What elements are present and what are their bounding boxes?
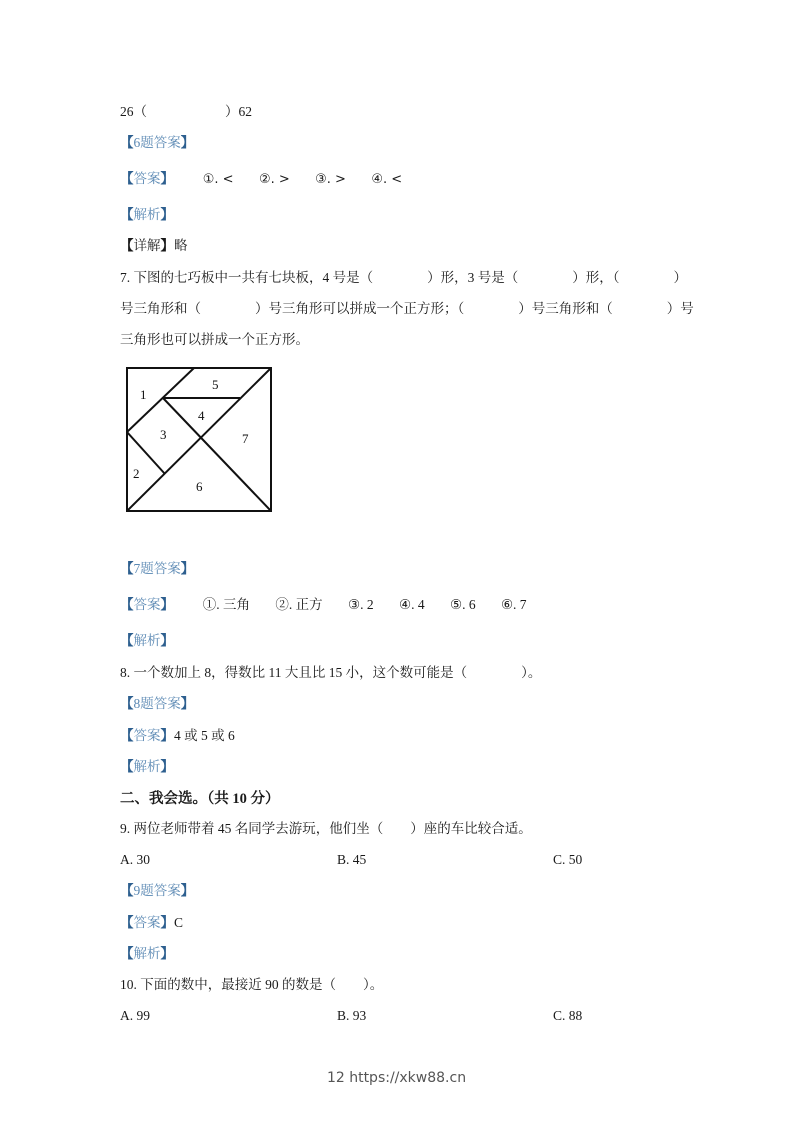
answer-item: ②. > [258, 172, 290, 187]
q9-answer-row [120, 914, 183, 932]
tangram-label-3: 3 [160, 427, 167, 442]
q7-question-line1: 7. 下图的七巧板中一共有七块板，4 号是（ ）形，3 号是（ ）形，（ ） [120, 270, 687, 285]
tangram-label-7: 7 [242, 431, 249, 446]
q6-tail-left: 26（ [120, 104, 147, 119]
tangram-label-4: 4 [198, 408, 205, 423]
answer-item: ③. > [315, 172, 346, 187]
q9-analysis-label: 【解析】 [120, 946, 174, 961]
q6-tail [120, 103, 252, 121]
q7-answer-header: 【7题答案】 [120, 561, 195, 576]
q8-answer-row [120, 727, 235, 745]
answer-item: ④. 4 [398, 597, 425, 612]
answer-label: 【答案】 [120, 915, 174, 930]
answer-label: 【答案】 [120, 597, 174, 612]
answer-label: 【答案】 [120, 728, 174, 743]
answer-item: ①. < [202, 172, 234, 187]
section-heading: 二、我会选。（共 10 分） [120, 791, 280, 807]
q6-detail: 【详解】略 [120, 238, 188, 253]
q6-analysis-label: 【解析】 [120, 207, 174, 222]
option-a: A. 99 [120, 1008, 150, 1023]
tangram-figure [122, 363, 277, 518]
q8-analysis-label: 【解析】 [120, 759, 174, 774]
answer-text: C [174, 915, 184, 930]
q8-answer-header: 【8题答案】 [120, 696, 195, 711]
option-a: A. 30 [120, 852, 150, 867]
tangram-label-2: 2 [133, 466, 140, 481]
detail-label: 【 [120, 238, 134, 253]
answer-item: ③. 2 [348, 597, 374, 612]
answer-item: ④. < [371, 172, 403, 187]
answer-text: 4 或 5 或 6 [174, 728, 235, 743]
page-footer: 12 https://xkw88.cn [326, 1070, 467, 1086]
answer-item: ⑤. 6 [449, 597, 476, 612]
q8-question: 8. 一个数加上 8，得数比 11 大且比 15 小，这个数可能是（ ）。 [120, 665, 542, 680]
option-c: C. 50 [553, 852, 583, 867]
answer-item: ⑥. 7 [500, 597, 527, 612]
detail-text: 略 [174, 238, 188, 253]
q7-question-line2: 号三角形和（ ）号三角形可以拼成一个正方形；（ ）号三角形和（ ）号 [120, 301, 694, 316]
q7-question-line3: 三角形也可以拼成一个正方形。 [120, 332, 309, 347]
q9-question: 9. 两位老师带着 45 名同学去游玩，他们坐（ ）座的车比较合适。 [120, 821, 532, 836]
answer-label: 【答案】 [120, 171, 174, 186]
option-b: B. 93 [337, 1008, 367, 1023]
tangram-label-5: 5 [212, 377, 219, 392]
option-b: B. 45 [337, 852, 367, 867]
option-c: C. 88 [553, 1008, 583, 1023]
q9-answer-header: 【9题答案】 [120, 883, 195, 898]
q6-tail-right: ）62 [225, 104, 252, 119]
q10-question: 10. 下面的数中，最接近 90 的数是（ ）。 [120, 977, 384, 992]
q6-answer-row [120, 170, 424, 189]
q7-analysis-label: 【解析】 [120, 633, 174, 648]
answer-item: ①. 三角 [202, 597, 250, 612]
tangram-label-1: 1 [140, 387, 147, 402]
tangram-label-6: 6 [196, 479, 203, 494]
answer-item: ②. 正方 [275, 597, 323, 612]
q7-answer-row [120, 596, 549, 614]
q6-answer-header: 【6题答案】 [120, 135, 195, 150]
